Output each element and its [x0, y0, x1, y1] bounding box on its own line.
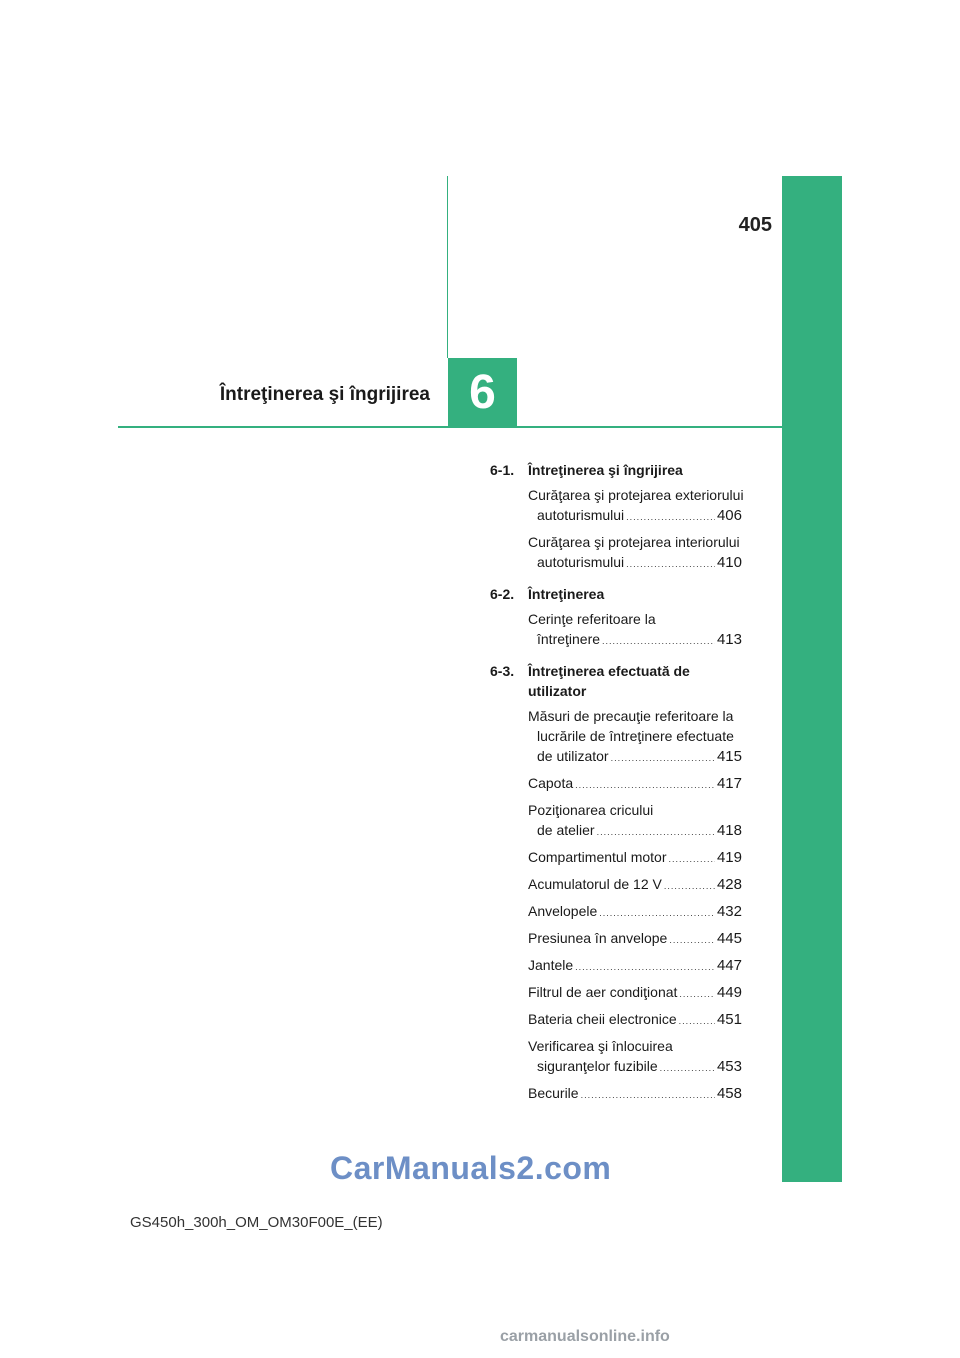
entry-title-line: Poziţionarea cricului	[528, 802, 654, 818]
toc-entry[interactable]	[528, 982, 742, 1004]
dot-leader	[602, 631, 715, 651]
entry-page-number: 406	[716, 507, 742, 524]
entry-page-number: 445	[716, 930, 742, 947]
chapter-title: Întreţinerea şi îngrijirea	[219, 384, 430, 405]
entry-title-last-line: siguranţelor fuzibile	[537, 1058, 658, 1074]
entry-title-last-line: autoturismului	[537, 507, 625, 523]
toc-entry[interactable]	[528, 1083, 742, 1105]
entry-title-last-line: de utilizator	[537, 748, 609, 764]
section-title: Întreţinerea efectuată de utilizator	[528, 663, 690, 699]
entry-page-number: 451	[716, 1011, 742, 1028]
entry-title-last-line: Capota	[528, 775, 574, 791]
dot-leader	[575, 957, 715, 977]
entry-title-line: Curăţarea şi protejarea interiorului	[528, 534, 740, 550]
dot-leader	[626, 554, 715, 574]
toc-entry[interactable]	[528, 706, 742, 768]
toc-section-heading[interactable]	[490, 584, 742, 604]
chapter-number: 6	[469, 366, 496, 419]
vertical-rule	[447, 176, 448, 358]
entry-title-last-line: Jantele	[528, 957, 574, 973]
toc-entry[interactable]	[528, 532, 742, 574]
entry-page-number: 410	[716, 554, 742, 571]
section-title: Întreţinerea şi îngrijirea	[528, 462, 683, 478]
entry-page-number: 415	[716, 748, 742, 765]
page-number: 405	[738, 214, 772, 236]
dot-leader	[669, 930, 715, 950]
toc-entry[interactable]	[528, 609, 742, 651]
dot-leader	[664, 876, 715, 896]
entry-title-last-line: Compartimentul motor	[528, 849, 667, 865]
entry-title-last-line: Anvelopele	[528, 903, 598, 919]
table-of-contents	[490, 460, 742, 1105]
entry-title-last-line: Presiunea în anvelope	[528, 930, 668, 946]
section-number: 6-1.	[490, 462, 515, 478]
toc-section-heading[interactable]	[490, 661, 742, 701]
entry-page-number: 449	[716, 984, 742, 1001]
entry-page-number: 419	[716, 849, 742, 866]
toc-entry[interactable]	[528, 901, 742, 923]
toc-entry[interactable]	[528, 955, 742, 977]
entry-title-line: Măsuri de precauţie referitoare la	[528, 708, 734, 724]
entry-page-number: 428	[716, 876, 742, 893]
entry-page-number: 432	[716, 903, 742, 920]
entry-page-number: 417	[716, 775, 742, 792]
entry-title-last-line: Becurile	[528, 1085, 579, 1101]
watermark-bottom: carmanualsonline.info	[500, 1328, 670, 1345]
section-title: Întreţinerea	[528, 586, 605, 602]
entry-title-last-line: Acumulatorul de 12 V	[528, 876, 662, 892]
dot-leader	[679, 984, 715, 1004]
entry-title-last-line: Bateria cheii electronice	[528, 1011, 677, 1027]
entry-title-last-line: autoturismului	[537, 554, 625, 570]
dot-leader	[611, 748, 715, 768]
dot-leader	[597, 822, 715, 842]
toc-entry[interactable]	[528, 1009, 742, 1031]
watermark: CarManuals2.com	[330, 1150, 612, 1186]
entry-title-line: lucrările de întreţinere efectuate	[537, 728, 734, 744]
toc-entry[interactable]	[528, 928, 742, 950]
entry-title-line: Cerinţe referitoare la	[528, 611, 656, 627]
toc-entry[interactable]	[528, 1036, 742, 1078]
entry-title-last-line: întreţinere	[537, 631, 601, 647]
section-number: 6-2.	[490, 586, 515, 602]
dot-leader	[575, 775, 715, 795]
toc-entry[interactable]	[528, 800, 742, 842]
section-number: 6-3.	[490, 663, 515, 679]
entry-page-number: 447	[716, 957, 742, 974]
toc-entry[interactable]	[528, 874, 742, 896]
toc-entry[interactable]	[528, 485, 742, 527]
entry-page-number: 453	[716, 1058, 742, 1075]
entry-title-line: Verificarea şi înlocuirea	[528, 1038, 673, 1054]
entry-page-number: 413	[716, 631, 742, 648]
entry-title-last-line: Filtrul de aer condiţionat	[528, 984, 678, 1000]
entry-title-last-line: de atelier	[537, 822, 595, 838]
chapter-side-tab	[782, 176, 842, 1182]
entry-title-line: Curăţarea şi protejarea exteriorului	[528, 487, 744, 503]
dot-leader	[660, 1058, 715, 1078]
footer-doc-code: GS450h_300h_OM_OM30F00E_(EE)	[130, 1214, 383, 1231]
dot-leader	[626, 507, 715, 527]
dot-leader	[581, 1085, 715, 1105]
toc-entry[interactable]	[528, 847, 742, 869]
dot-leader	[679, 1011, 715, 1031]
entry-page-number: 418	[716, 822, 742, 839]
entry-page-number: 458	[716, 1085, 742, 1102]
dot-leader	[599, 903, 715, 923]
dot-leader	[669, 849, 715, 869]
toc-section-heading[interactable]	[490, 460, 742, 480]
chapter-number-box	[448, 358, 517, 427]
toc-entry[interactable]	[528, 773, 742, 795]
